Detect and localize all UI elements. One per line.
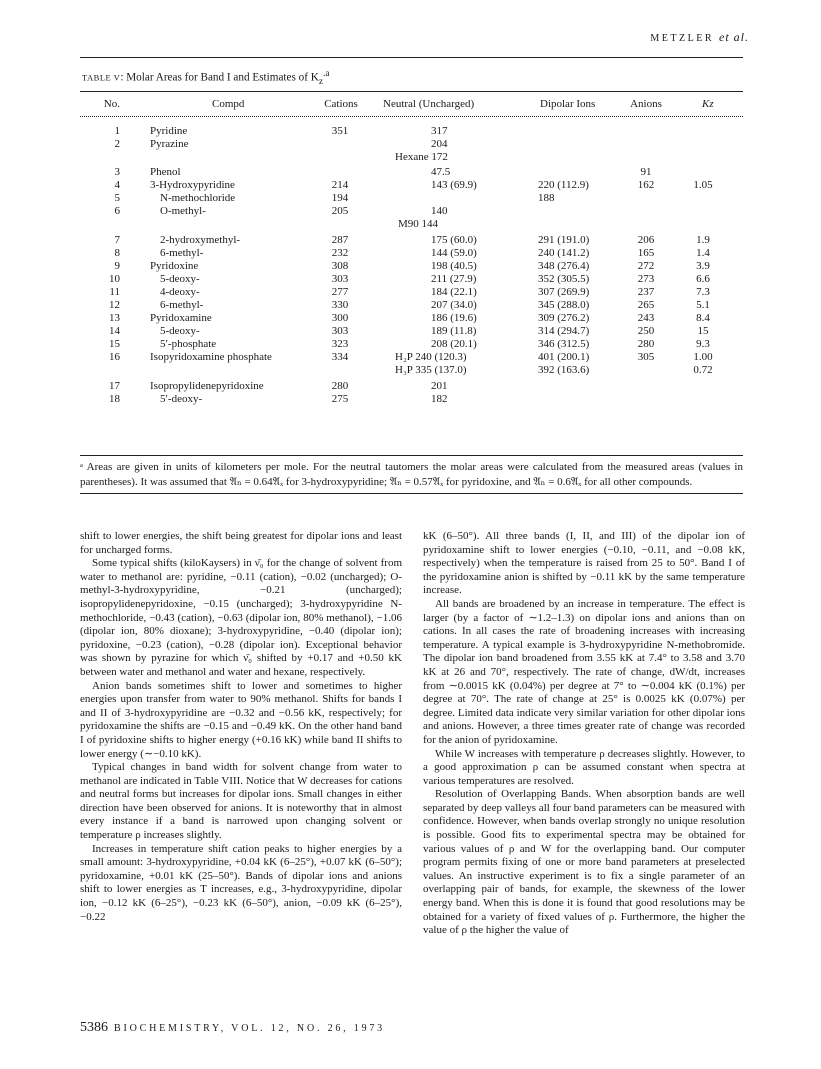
col-header-neutral: Neutral (Uncharged) [383,98,475,110]
cell-cations: 323 [331,338,349,350]
cell-no: 7 [114,234,120,246]
cell-no: 8 [114,247,120,259]
table-row [80,233,743,247]
cell-cations: 194 [331,192,349,204]
cell-kz: 1.9 [696,234,710,246]
table-row [80,178,743,192]
cell-compd: 6-methyl- [160,247,204,259]
cell-kz: 3.9 [696,260,710,272]
cell-no: 4 [114,179,120,191]
cell-anions: 165 [637,247,655,259]
cell-neutral: Hexane 172 [395,151,448,163]
cell-neutral: 207 (34.0) [431,299,477,311]
cell-neutral: 211 (27.9) [431,273,477,285]
table-row [80,298,743,312]
cell-dipolar: 345 (288.0) [538,299,590,311]
col-header-no: No. [103,98,120,110]
cell-compd: Pyridoxine [150,260,199,272]
left-paragraph: Some typical shifts (kiloKaysers) in ν̄₀ for the change of solvent from water to methanol are: pyridine, −0.11 (cation), −0.02 (uncharged); O-methyl-3-hydroxypyridine, −0.21 (uncharged); isopropylidenepyridoxine, −0.15 (uncharged); 3-hydroxypyridine N-methochloride, −0.43 (cation), −0.63 (dipolar ion, 80% methanol), −1.06 (dipolar ion, 80% dioxane); 3-hydroxypyridine, −0.40 (dipolar ion); pyridoxine, −0.23 (cation), −0.28 (dipolar ion). Exceptional behavior was shown by pyrazine for which ν̄₀ shifted by +0.17 and +0.50 kK between water and methanol and water and hexane, respectively. [80,557,402,678]
cell-neutral: 143 (69.9) [431,179,477,191]
col-header-dipolar: Dipolar Ions [540,98,596,110]
table-footnote: ᵃ Areas are given in units of kilometers per mole. For the neutral tautomers the molar areas were calculated from the measured areas (values in parentheses). It was assumed that 𝔄ₙ = 0.64𝔄ₓ for 3-hydroxypyridine; 𝔄ₙ = 0.57𝔄ₓ for pyridoxine, and 𝔄ₙ = 0.6𝔄ₓ for all other compounds. [80,461,743,488]
cell-compd: Pyridoxamine [150,312,212,324]
col-header-cations: Cations [324,98,358,110]
cell-compd: Isopyridoxamine phosphate [150,351,272,363]
cell-anions: 91 [640,166,652,178]
cell-neutral: 47.5 [431,166,451,178]
cell-cations: 334 [331,351,349,363]
cell-cations: 277 [331,286,349,298]
caption-sup: .a [323,69,330,79]
left-column [80,530,402,924]
cell-kz: 0.72 [693,364,713,376]
table-row [80,191,743,205]
cell-dipolar: 352 (305.5) [538,273,590,285]
cell-cations: 303 [331,273,349,285]
table-row [80,337,743,351]
cell-neutral: 198 (40.5) [431,260,477,272]
cell-cations: 303 [331,325,349,337]
cell-dipolar: 309 (276.2) [538,312,590,324]
cell-cations: 280 [331,380,349,392]
table-row [80,137,743,151]
cell-no: 10 [109,273,120,285]
cell-cations: 351 [331,125,349,137]
table-row [80,379,743,393]
caption-prefix: TABLE V [82,72,121,83]
cell-dipolar: 314 (294.7) [538,325,590,337]
cell-compd: 5-deoxy- [160,325,200,337]
table-row [80,324,743,338]
right-paragraph: kK (6–50°). All three bands (I, II, and III) of the dipolar ion of pyridoxamine shift to lower energies (−0.10, −0.11, and −0.08 kK, respectively) when the temperature is raised from 25 to 50°. Band I of the pyridoxamine anion is shifted by −0.11 kK by the same temperature increase. [423,530,745,597]
cell-compd: 2-hydroxymethyl- [160,234,241,246]
col-header-anions: Anions [630,98,662,110]
running-header [650,30,749,45]
cell-neutral: 184 (22.1) [431,286,477,298]
cell-compd: 6-methyl- [160,299,204,311]
cell-cations: 275 [331,393,349,405]
left-paragraph: Anion bands sometimes shift to lower and sometimes to higher energies upon transfer from water to 90% methanol. Shifts for bands I and II of 3-hydroxypyridine are −0.32 and −0.56 kK, respectively; for pyridoxamine the shifts are −0.15 and −0.49 kK. On the other hand band I of pyridoxine shifts to higher energy (+0.16 kK) while band II shifts to lower energy (∼−0.10 kK). [80,679,402,760]
cell-kz: 1.4 [696,247,710,259]
table-row [80,165,743,179]
left-paragraph: shift to lower energies, the shift being greatest for dipolar ions and least for uncharged forms. [80,530,402,556]
table-bottom-rule [80,455,743,456]
cell-compd: 3-Hydroxypyridine [150,179,235,191]
cell-no: 13 [109,312,120,324]
header-etal: et al. [719,30,749,44]
cell-no: 3 [114,166,120,178]
table-header-rule [80,116,743,117]
cell-neutral: 204 [431,138,448,150]
cell-anions: 280 [637,338,655,350]
cell-neutral: H₂P 240 (120.3) [395,351,467,363]
table-header-row [80,97,743,111]
right-paragraph: All bands are broadened by an increase in temperature. The effect is larger (by a factor of ∼1.2–1.3) on dipolar ions and anions than on cations. In all cases the rate of broadening increases with increasing temperature. A typical example is 3-hydroxypyridine N-methobromide. The dipolar ion band broadened from 3.55 kK at 7.4° to 3.58 and 3.70 kK at 26 and 70°, respectively. The rate of change, dW/dt, increases from ∼0.0015 kK (0.04%) per degree at 7° to ∼0.004 kK (0.1%) per degree at 70°. The rate of change at 25° is 0.0025 kK (0.07%) per degree. Limited data indicate very similar variation for other dipolar ions and anions. However, a three times greater rate of change was recorded for the anion of pyridoxamine. [423,597,745,746]
right-column [423,530,745,938]
cell-neutral: H₃P 335 (137.0) [395,364,467,376]
table-top-rule [80,91,743,92]
right-paragraph: Resolution of Overlapping Bands. When absorption bands are well separated by deep valleys all four band parameters can be measured with confidence. However, when bands overlap strongly no unique resolution is possible. Good fits to experimental spectra may be obtained for various values of ρ and W for the overlapping band. Our computer program permits fixing of one or more band parameters at preselected values. An instructive experiment is to fix a single parameter of an overlapping pair of bands, for example, the skewness of the lower energy band. When this is done it is found that good resolutions may be obtained for a variety of fixed values of ρ. Furthermore, the higher the value of ρ the higher the value of [423,788,745,937]
cell-anions: 237 [637,286,655,298]
cell-cations: 287 [331,234,349,246]
cell-compd: Pyrazine [150,138,189,150]
cell-neutral: 140 [431,205,448,217]
col-header-compd: Compd [212,98,245,110]
cell-anions: 243 [637,312,655,324]
table-row [80,350,743,364]
cell-neutral: 186 (19.6) [431,312,477,324]
cell-anions: 162 [637,179,655,191]
cell-dipolar: 188 [538,192,555,204]
cell-no: 5 [114,192,120,204]
cell-anions: 206 [637,234,655,246]
cell-neutral: M90 144 [398,218,439,230]
cell-no: 17 [109,380,120,392]
cell-cations: 205 [331,205,349,217]
cell-compd: 5′-phosphate [160,338,217,350]
cell-kz: 8.4 [696,312,710,324]
cell-dipolar: 348 (276.4) [538,260,590,272]
cell-dipolar: 240 (141.2) [538,247,590,259]
cell-neutral: 144 (59.0) [431,247,477,259]
caption-sub: z [318,76,323,87]
cell-compd: 4-deoxy- [160,286,200,298]
cell-neutral: 201 [431,380,448,392]
cell-no: 15 [109,338,120,350]
cell-neutral: 182 [431,393,448,405]
table-row [80,217,743,231]
cell-cations: 300 [331,312,349,324]
cell-kz: 1.00 [693,351,713,363]
table-row [80,363,743,377]
table-row [80,124,743,138]
cell-dipolar: 307 (269.9) [538,286,590,298]
cell-neutral: 208 (20.1) [431,338,477,350]
cell-compd: Pyridine [150,125,188,137]
cell-cations: 308 [331,260,349,272]
caption-text: : Molar Areas for Band I and Estimates of K [120,71,319,84]
cell-kz: 15 [697,325,709,337]
table-row [80,204,743,218]
page-footer [80,1020,385,1036]
cell-no: 9 [114,260,120,272]
cell-cations: 330 [331,299,349,311]
cell-no: 12 [109,299,120,311]
cell-dipolar: 291 (191.0) [538,234,590,246]
header-authors: METZLER [650,33,714,44]
table-row [80,272,743,286]
cell-neutral: 317 [431,125,448,137]
cell-dipolar: 401 (200.1) [538,351,590,363]
cell-no: 2 [114,138,120,150]
cell-kz: 1.05 [693,179,713,191]
cell-compd: 5′-deoxy- [160,393,203,405]
cell-kz: 7.3 [696,286,710,298]
footnote-rule [80,493,743,494]
cell-anions: 272 [637,260,655,272]
table-row [80,285,743,299]
header-rule [80,57,743,58]
cell-compd: O-methyl- [160,205,206,217]
page-number: 5386 [80,1020,108,1035]
cell-no: 11 [109,286,120,298]
cell-neutral: 189 (11.8) [431,325,477,337]
cell-compd: Isopropylidenepyridoxine [150,380,264,392]
table-row [80,311,743,325]
cell-kz: 5.1 [696,299,710,311]
cell-dipolar: 220 (112.9) [538,179,589,191]
table-row [80,259,743,273]
cell-compd: Phenol [150,166,181,178]
cell-compd: 5-deoxy- [160,273,200,285]
cell-no: 14 [109,325,120,337]
cell-anions: 265 [637,299,655,311]
cell-anions: 250 [637,325,655,337]
cell-dipolar: 392 (163.6) [538,364,590,376]
right-paragraph: While W increases with temperature ρ decreases slightly. However, to a good approximation ρ can be assumed constant when spectra at various temperatures are resolved. [423,747,745,787]
cell-anions: 273 [637,273,655,285]
left-paragraph: Increases in temperature shift cation peaks to higher energies by a small amount: 3-hydroxypyridine, +0.04 kK (6–25°), +0.07 kK (6–50°); pyridoxamine, +0.01 kK (25–50°). Bands of dipolar ions and anions shift to lower energies as T increases, e.g., 3-hydroxypyridine, dipolar ion, −0.12 kK (6–25°), −0.23 kK (6–50°), anion, −0.09 kK (6–25°), −0.22 [80,842,402,923]
table-row [80,246,743,260]
cell-no: 6 [114,205,120,217]
cell-no: 16 [109,351,120,363]
cell-no: 1 [114,125,120,137]
cell-kz: 6.6 [696,273,710,285]
cell-neutral: 175 (60.0) [431,234,477,246]
journal-citation: BIOCHEMISTRY, VOL. 12, NO. 26, 1973 [114,1023,385,1034]
cell-anions: 305 [637,351,655,363]
table-row [80,150,743,164]
cell-compd: N-methochloride [160,192,236,204]
cell-cations: 214 [331,179,349,191]
table-row [80,392,743,406]
cell-dipolar: 346 (312.5) [538,338,590,350]
left-paragraph: Typical changes in band width for solvent change from water to methanol are indicated in Table VIII. Notice that W decreases for cations and neutral forms but increases for dipolar ions. Small changes in either direction have been observed for anions. It is noteworthy that in almost every instance if a band is narrowed upon changing solvent or temperature ρ increases slightly. [80,761,402,842]
cell-kz: 9.3 [696,338,710,350]
col-header-kz: Kz [702,98,714,110]
cell-no: 18 [109,393,120,405]
table-caption [82,69,329,87]
cell-cations: 232 [331,247,349,259]
